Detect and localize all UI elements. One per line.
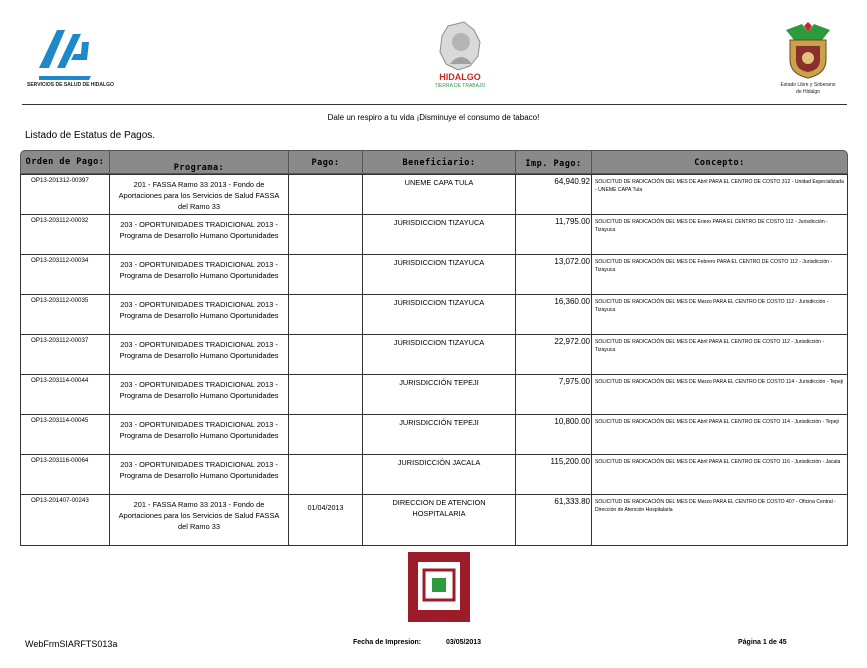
cell-pago xyxy=(289,455,363,494)
cell-importe: 16,360.00 xyxy=(516,295,592,334)
cell-importe: 7,975.00 xyxy=(516,375,592,414)
cell-concepto: SOLICITUD DE RADICACIÓN DEL MES DE Abril PARA EL CENTRO DE COSTO 312 - Unidad Especializada - UNEME CAPA Tula xyxy=(595,179,844,193)
cell-concepto: SOLICITUD DE RADICACIÓN DEL MES DE Abril PARA EL CENTRO DE COSTO 114 - Jurisdicción - Tepeji xyxy=(595,419,839,425)
col-pago xyxy=(289,151,363,173)
col-importe-label: Imp. Pago: xyxy=(525,159,582,169)
cell-concepto: SOLICITUD DE RADICACIÓN DEL MES DE Marzo PARA EL CENTRO DE COSTO 112 - Jurisdicción - Tizayuca xyxy=(595,299,829,313)
footer-logo xyxy=(404,548,474,626)
table-row xyxy=(21,294,847,334)
col-pago-label: Pago: xyxy=(311,158,340,168)
cell-programa: 203 - OPORTUNIDADES TRADICIONAL 2013 - Programa de Desarrollo Humano Oportunidades xyxy=(110,375,289,414)
col-concepto-label: Concepto: xyxy=(694,158,745,168)
header-divider xyxy=(22,104,847,105)
ssh-logo xyxy=(27,20,114,98)
table-row xyxy=(21,174,847,214)
cell-beneficiario: JURISDICCION TIZAYUCA xyxy=(363,255,516,294)
cell-programa: 201 - FASSA Ramo 33 2013 - Fondo de Aportaciones para los Servicios de Salud FASSA del Ramo 33 xyxy=(110,495,289,545)
cell-importe: 10,800.00 xyxy=(516,415,592,454)
page-title: Listado de Estatus de Pagos. xyxy=(25,130,156,141)
col-programa xyxy=(110,151,289,173)
coat-caption-1: Estado Libre y Soberano xyxy=(780,82,836,88)
coat-of-arms-icon xyxy=(782,22,834,80)
cell-beneficiario: UNEME CAPA TULA xyxy=(363,175,516,214)
ssh-logo-caption: SERVICIOS DE SALUD DE HIDALGO xyxy=(27,82,114,88)
cell-programa: 203 - OPORTUNIDADES TRADICIONAL 2013 - Programa de Desarrollo Humano Oportunidades xyxy=(110,415,289,454)
cell-importe: 61,333.80 xyxy=(516,495,592,545)
print-date: 03/05/2013 xyxy=(446,639,482,646)
hidalgo-logo-subtext: TIERRA DE TRABAJO xyxy=(434,83,486,89)
cell-beneficiario: JURISDICCION TIZAYUCA xyxy=(363,295,516,334)
hidalgo-state-silhouette-icon xyxy=(430,20,490,80)
cell-importe: 22,972.00 xyxy=(516,335,592,374)
payments-table xyxy=(20,150,848,546)
hidalgo-logo xyxy=(430,20,490,100)
table-row xyxy=(21,254,847,294)
coat-caption-2: de Hidalgo xyxy=(796,89,820,95)
cell-importe: 64,940.92 xyxy=(516,175,592,214)
cell-concepto: SOLICITUD DE RADICACIÓN DEL MES DE Marzo PARA EL CENTRO DE COSTO 407 - Oficina Central - Dirección de Atención Hospitalaria xyxy=(595,499,836,513)
table-row xyxy=(21,374,847,414)
hidalgo-logo-text: HIDALGO xyxy=(439,72,481,82)
cell-programa: 203 - OPORTUNIDADES TRADICIONAL 2013 - Programa de Desarrollo Humano Oportunidades xyxy=(110,255,289,294)
table-body xyxy=(20,174,848,546)
cell-pago xyxy=(289,335,363,374)
cell-beneficiario: JURISDICCIÓN JACALA xyxy=(363,455,516,494)
table-row xyxy=(21,454,847,494)
cell-importe: 13,072.00 xyxy=(516,255,592,294)
print-date-label: Fecha de Impresion: xyxy=(353,639,422,646)
cell-orden: OP13-203114-00044 xyxy=(21,375,110,414)
cell-pago xyxy=(289,295,363,334)
table-row xyxy=(21,334,847,374)
footer-emblem-icon xyxy=(404,548,474,626)
cell-orden: OP13-203114-00045 xyxy=(21,415,110,454)
cell-concepto: SOLICITUD DE RADICACIÓN DEL MES DE Abril PARA EL CENTRO DE COSTO 112 - Jurisdicción - Tizayuca xyxy=(595,339,825,353)
cell-beneficiario: DIRECCION DE ATENCION HOSPITALARIA xyxy=(363,495,516,545)
cell-importe: 11,795.00 xyxy=(516,215,592,254)
cell-programa: 203 - OPORTUNIDADES TRADICIONAL 2013 - Programa de Desarrollo Humano Oportunidades xyxy=(110,295,289,334)
cell-beneficiario: JURISDICCION TIZAYUCA xyxy=(363,335,516,374)
cell-importe: 115,200.00 xyxy=(516,455,592,494)
col-programa-label: Programa: xyxy=(173,163,225,173)
cell-orden: OP13-203112-00037 xyxy=(21,335,110,374)
cell-programa: 203 - OPORTUNIDADES TRADICIONAL 2013 - Programa de Desarrollo Humano Oportunidades xyxy=(110,215,289,254)
cell-programa: 203 - OPORTUNIDADES TRADICIONAL 2013 - Programa de Desarrollo Humano Oportunidades xyxy=(110,335,289,374)
cell-orden: OP13-201312-00397 xyxy=(21,175,110,214)
table-row xyxy=(21,214,847,254)
cell-beneficiario: JURISDICCIÓN TEPEJI xyxy=(363,415,516,454)
report-code: WebFrmSIARFTS013a xyxy=(25,639,118,649)
col-importe xyxy=(516,151,592,173)
cell-orden: OP13-203116-00064 xyxy=(21,455,110,494)
cell-programa: 201 - FASSA Ramo 33 2013 - Fondo de Aportaciones para los Servicios de Salud FASSA del Ramo 33 xyxy=(110,175,289,214)
col-concepto xyxy=(592,151,847,173)
cell-concepto: SOLICITUD DE RADICACIÓN DEL MES DE Febrero PARA EL CENTRO DE COSTO 112 - Jurisdicción - Tizayuca xyxy=(595,259,833,273)
slogan: Dale un respiro a tu vida ¡Disminuye el consumo de tabaco! xyxy=(327,113,540,122)
cell-pago: 01/04/2013 xyxy=(289,495,363,545)
cell-orden: OP13-203112-00035 xyxy=(21,295,110,334)
state-coat-of-arms xyxy=(782,22,834,102)
table-header xyxy=(20,150,848,174)
cell-programa: 203 - OPORTUNIDADES TRADICIONAL 2013 - Programa de Desarrollo Humano Oportunidades xyxy=(110,455,289,494)
col-orden-pago-label: Orden de Pago: xyxy=(25,157,105,167)
cell-pago xyxy=(289,255,363,294)
cell-pago xyxy=(289,175,363,214)
col-beneficiario-label: Beneficiario: xyxy=(402,158,476,168)
cell-pago xyxy=(289,415,363,454)
col-beneficiario xyxy=(363,151,516,173)
cell-pago xyxy=(289,215,363,254)
cell-orden: OP13-203112-00032 xyxy=(21,215,110,254)
col-orden-pago xyxy=(21,151,110,173)
table-row xyxy=(21,414,847,454)
cell-concepto: SOLICITUD DE RADICACIÓN DEL MES DE Marzo PARA EL CENTRO DE COSTO 114 - Jurisdicción - Tepeji xyxy=(595,379,844,385)
cell-concepto: SOLICITUD DE RADICACIÓN DEL MES DE Enero PARA EL CENTRO DE COSTO 112 - Jurisdicción - Tizayuca xyxy=(595,219,828,233)
cell-beneficiario: JURISDICCION TIZAYUCA xyxy=(363,215,516,254)
page-indicator: Página 1 de 45 xyxy=(738,639,787,646)
cell-pago xyxy=(289,375,363,414)
cell-concepto: SOLICITUD DE RADICACIÓN DEL MES DE Abril PARA EL CENTRO DE COSTO 116 - Jurisdicción - Jacala xyxy=(595,459,841,465)
cell-orden: OP13-203112-00034 xyxy=(21,255,110,294)
cell-orden: OP13-201407-00243 xyxy=(21,495,110,545)
cell-beneficiario: JURISDICCIÓN TEPEJI xyxy=(363,375,516,414)
table-row xyxy=(21,494,847,545)
